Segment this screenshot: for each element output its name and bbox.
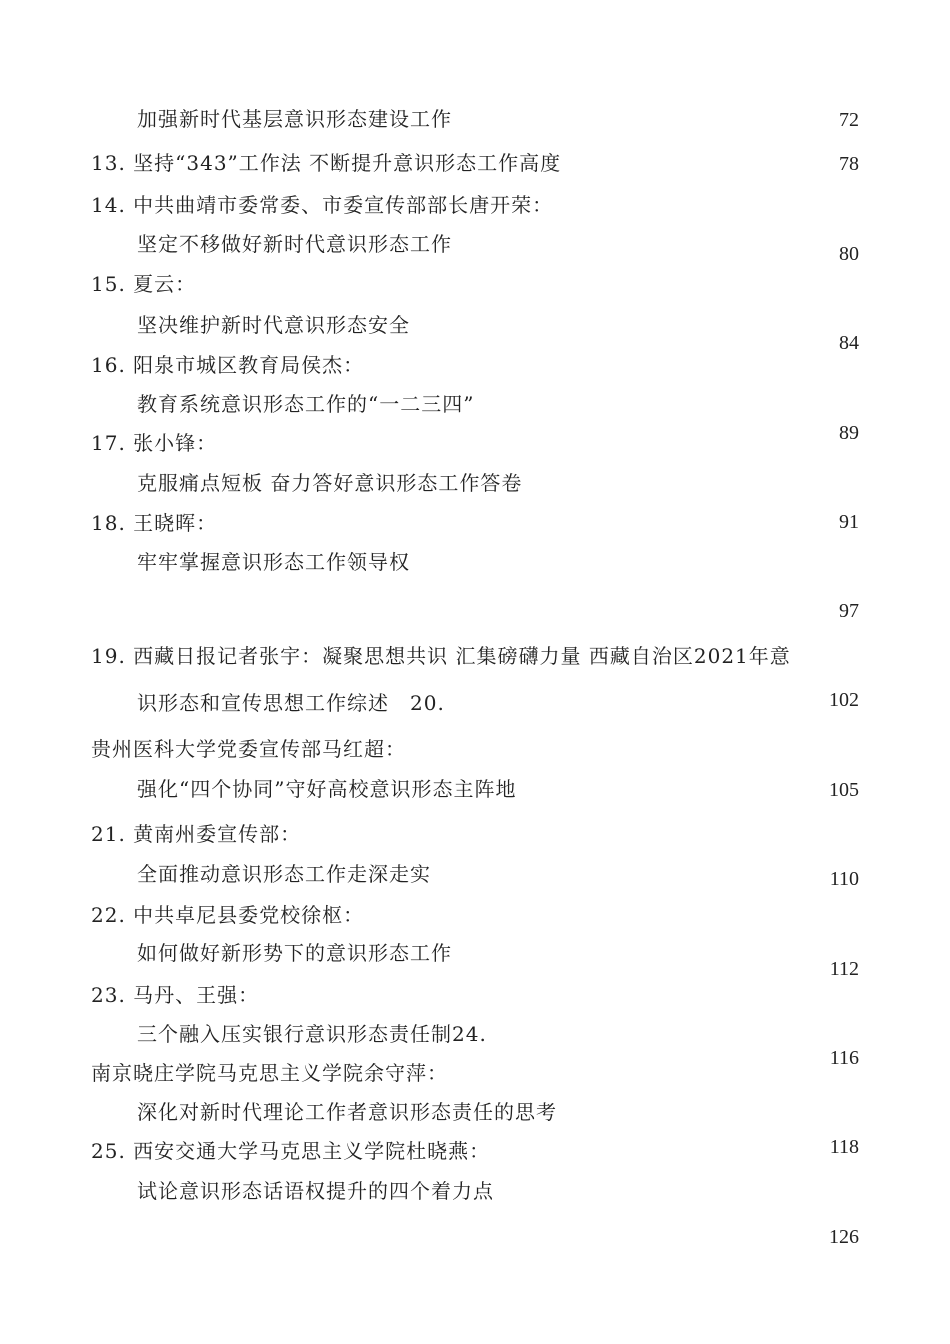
page-number: 118 bbox=[829, 1136, 859, 1158]
toc-line: 加强新时代基层意识形态建设工作 bbox=[137, 107, 452, 131]
page-number: 97 bbox=[839, 600, 859, 622]
toc-line: 18. 王晓晖： bbox=[91, 511, 218, 535]
toc-line: 13. 坚持“343”工作法 不断提升意识形态工作高度 bbox=[91, 151, 562, 175]
page-number: 102 bbox=[829, 689, 859, 711]
toc-line: 25. 西安交通大学马克思主义学院杜晓燕： bbox=[91, 1139, 491, 1163]
toc-line: 22. 中共卓尼县委党校徐枢： bbox=[91, 903, 365, 927]
toc-line: 如何做好新形势下的意识形态工作 bbox=[137, 941, 452, 965]
page-number: 112 bbox=[829, 958, 859, 980]
toc-line: 14. 中共曲靖市委常委、市委宣传部部长唐开荣： bbox=[91, 193, 554, 217]
toc-line: 教育系统意识形态工作的“一二三四” bbox=[137, 392, 475, 416]
page-number: 105 bbox=[829, 779, 859, 801]
toc-line: 15. 夏云： bbox=[91, 272, 197, 296]
page-number: 84 bbox=[839, 332, 859, 354]
page-number: 80 bbox=[839, 243, 859, 265]
toc-line: 克服痛点短板 奋力答好意识形态工作答卷 bbox=[137, 471, 523, 495]
toc-line: 南京晓庄学院马克思主义学院余守萍： bbox=[91, 1061, 448, 1085]
page-number: 78 bbox=[839, 153, 859, 175]
toc-line: 23. 马丹、王强： bbox=[91, 983, 260, 1007]
page-number: 72 bbox=[839, 109, 859, 131]
toc-line: 深化对新时代理论工作者意识形态责任的思考 bbox=[137, 1100, 557, 1124]
page-number: 126 bbox=[829, 1226, 859, 1248]
toc-line: 坚定不移做好新时代意识形态工作 bbox=[137, 232, 452, 256]
toc-line: 识形态和宣传思想工作综述 20. bbox=[137, 691, 445, 715]
toc-line: 三个融入压实银行意识形态责任制24. bbox=[137, 1022, 487, 1046]
page-number: 110 bbox=[829, 868, 859, 890]
toc-line: 试论意识形态话语权提升的四个着力点 bbox=[137, 1179, 494, 1203]
toc-line: 16. 阳泉市城区教育局侯杰： bbox=[91, 353, 365, 377]
toc-line: 17. 张小锋： bbox=[91, 431, 218, 455]
toc-line: 牢牢掌握意识形态工作领导权 bbox=[137, 550, 410, 574]
page-number: 91 bbox=[839, 511, 859, 533]
toc-line: 19. 西藏日报记者张宇：凝聚思想共识 汇集磅礴力量 西藏自治区2021年意 bbox=[91, 644, 791, 668]
toc-line: 强化“四个协同”守好高校意识形态主阵地 bbox=[137, 777, 517, 801]
toc-line: 坚决维护新时代意识形态安全 bbox=[137, 313, 410, 337]
toc-line: 21. 黄南州委宣传部： bbox=[91, 822, 302, 846]
page-number: 89 bbox=[839, 422, 859, 444]
page-number: 116 bbox=[829, 1047, 859, 1069]
toc-line: 贵州医科大学党委宣传部马红超： bbox=[91, 737, 406, 761]
toc-line: 全面推动意识形态工作走深走实 bbox=[137, 862, 431, 886]
